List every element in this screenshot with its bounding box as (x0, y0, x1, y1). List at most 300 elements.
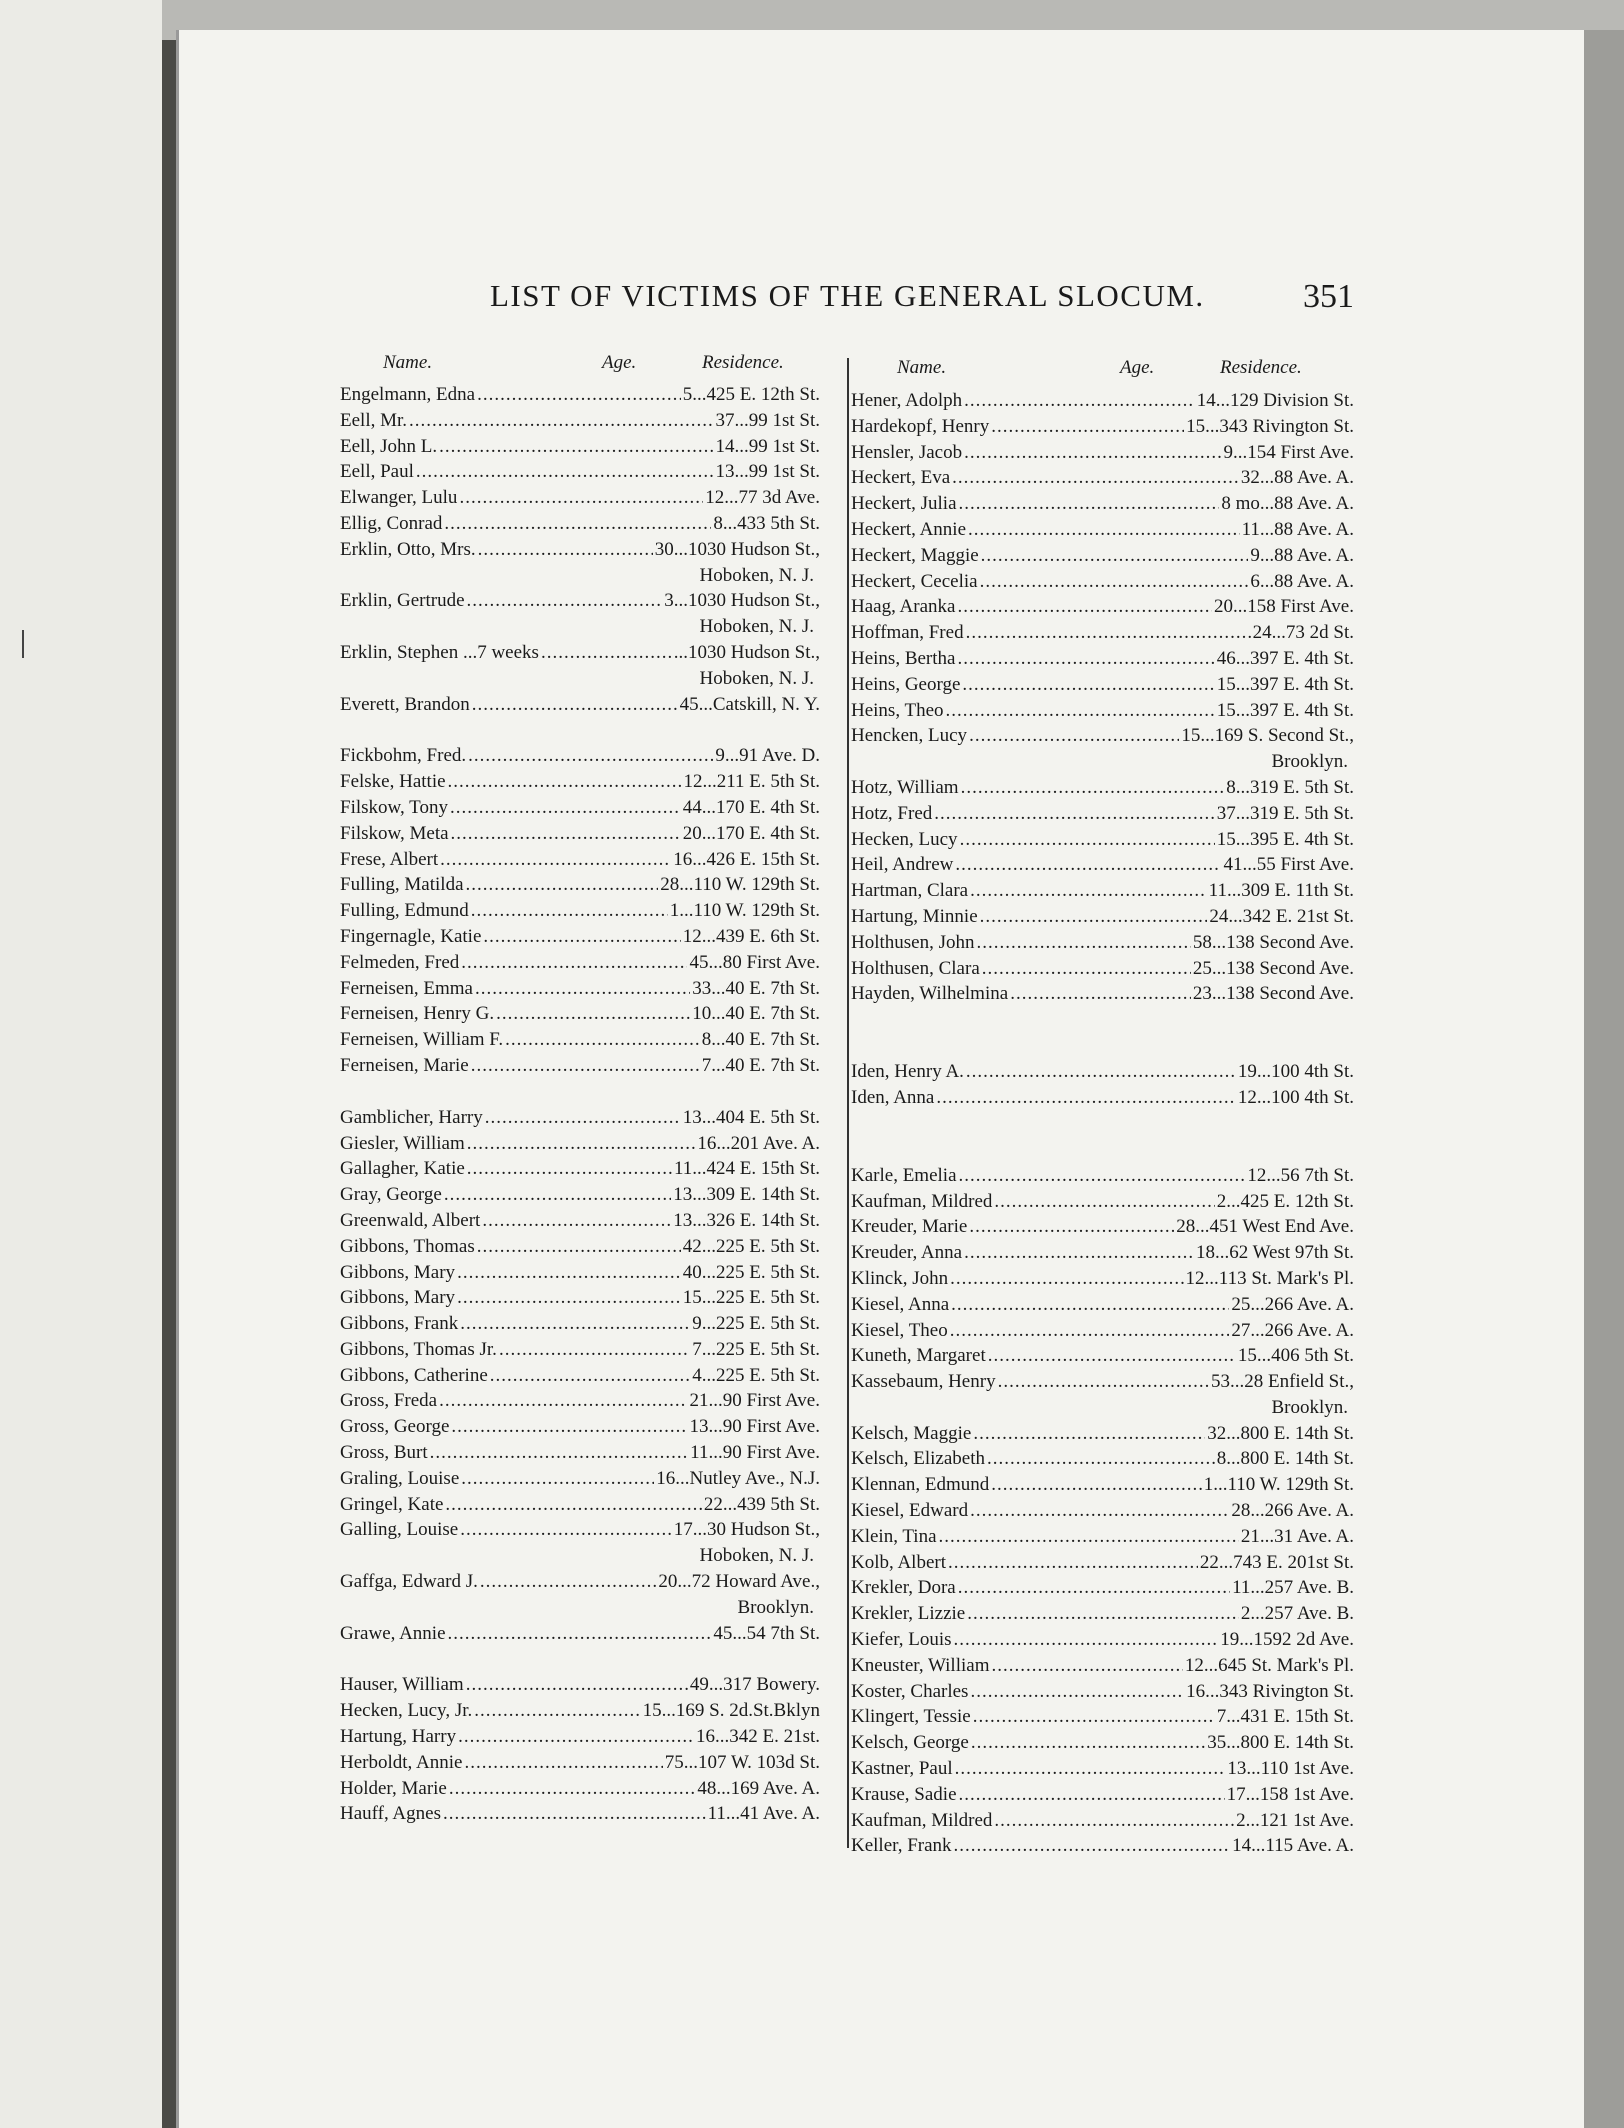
age-separator: ... (1256, 1345, 1272, 1367)
victim-name: Heil, Andrew (851, 854, 954, 876)
victim-residence: 40 E. 7th St. (725, 1003, 820, 1025)
leader-dots (969, 725, 1179, 747)
victim-name: Heckert, Annie (851, 518, 967, 540)
leader-dots (960, 829, 1215, 851)
age-separator: ... (711, 1054, 726, 1076)
victim-row (340, 1778, 820, 1804)
victim-residence: 55 First Ave. (1256, 854, 1354, 876)
victim-name: Holder, Marie (340, 1777, 447, 1799)
victim-age: 45 (679, 693, 699, 715)
victim-residence: 31 Ave. A. (1274, 1525, 1354, 1547)
residence-continuation-text: Brooklyn. (1271, 1396, 1348, 1418)
victim-row (851, 932, 1354, 958)
victim-row (340, 797, 820, 823)
age-separator: ... (701, 1313, 717, 1335)
victim-name: Greenwald, Albert (340, 1209, 481, 1231)
age-separator: ... (1226, 1190, 1241, 1212)
victim-age: 11 (673, 1158, 693, 1180)
victim-name: Hardekopf, Henry (851, 415, 990, 437)
age-separator: ... (722, 512, 738, 534)
victim-row (851, 545, 1354, 571)
leader-dots (970, 880, 1207, 902)
victim-age: 37 (715, 409, 735, 431)
age-separator: ... (692, 1519, 708, 1541)
leader-dots (959, 493, 1220, 515)
victim-residence: 439 E. 6th St. (716, 925, 820, 947)
victim-age: 10 (692, 1003, 712, 1025)
victim-residence: 154 First Ave. (1247, 441, 1354, 463)
victim-row (340, 849, 820, 875)
leader-dots (977, 932, 1191, 954)
victim-row (851, 571, 1354, 597)
victim-age: 13 (715, 461, 735, 483)
leader-dots (416, 461, 714, 483)
age-separator: ... (701, 822, 717, 844)
victim-age: 16 (697, 1132, 717, 1154)
victim-row (340, 487, 820, 513)
victim-row (340, 1003, 820, 1029)
victim-residence: 138 Second Ave. (1226, 983, 1354, 1005)
victim-age: 24 (1252, 622, 1272, 644)
victim-residence: 138 Second Ave. (1226, 957, 1354, 979)
victim-residence: 433 5th St. (737, 512, 820, 534)
age-separator: ... (1235, 802, 1251, 824)
leader-dots (952, 467, 1239, 489)
leader-dots (471, 1055, 700, 1077)
victim-age: 33 (692, 977, 712, 999)
victim-row (851, 777, 1354, 803)
victim-name: Fulling, Edmund (340, 900, 469, 922)
victim-residence: 113 St. Mark's Pl. (1218, 1267, 1354, 1289)
age-separator: ... (711, 1003, 726, 1025)
victim-residence: 88 Ave. A. (1274, 518, 1354, 540)
victim-residence: 30 Hudson St., (707, 1519, 820, 1541)
leader-dots (964, 1242, 1194, 1264)
victim-row (851, 1655, 1354, 1681)
victim-row (851, 1371, 1354, 1397)
victim-residence: 100 4th St. (1271, 1086, 1354, 1108)
age-separator: ... (1246, 1758, 1261, 1780)
victim-age: 30 (654, 538, 674, 560)
victim-residence: 309 E. 11th St. (1241, 880, 1354, 902)
victim-name: Hencken, Lucy (851, 725, 968, 747)
victim-residence: 73 2d St. (1285, 622, 1354, 644)
victim-residence: 266 Ave. A. (1264, 1500, 1354, 1522)
age-separator: ... (1250, 1319, 1265, 1341)
victim-age: 14 (1196, 390, 1216, 411)
victim-age: 11 (690, 1442, 709, 1464)
victim-residence: 319 E. 5th St. (1250, 776, 1354, 798)
victim-name: Frese, Albert (340, 848, 439, 870)
leader-dots (496, 1003, 690, 1025)
leader-dots (485, 1107, 681, 1129)
victim-name: Hecken, Lucy, Jr. (340, 1700, 473, 1722)
victim-residence: 1030 Hudson St., (688, 641, 820, 663)
residence-continuation (851, 751, 1354, 777)
victim-residence: 40 E. 7th St. (725, 1054, 820, 1076)
victim-name: Hotz, William (851, 776, 959, 798)
victim-age: 3 (664, 590, 674, 612)
age-separator: ... (711, 977, 726, 999)
victim-name: Eell, Mr. (340, 409, 408, 431)
victim-age: 45 (713, 1622, 733, 1644)
victim-row (340, 1339, 820, 1365)
victim-name: Hauff, Agnes (340, 1803, 441, 1825)
victim-name: Ferneisen, William F. (340, 1029, 504, 1051)
victim-residence: 54 7th St. (746, 1622, 820, 1644)
victim-residence: 800 E. 14th St. (1240, 1448, 1354, 1470)
leader-dots (451, 823, 681, 845)
victim-residence: 72 Howard Ave., (691, 1571, 820, 1593)
victim-name: Filskow, Meta (340, 822, 449, 844)
victim-age: 35 (1207, 1732, 1227, 1754)
victim-name: Kastner, Paul (851, 1758, 953, 1780)
victim-age: 45 (689, 951, 709, 973)
victim-age: 15 (1181, 725, 1201, 747)
victim-row (851, 1474, 1354, 1500)
age-separator: ... (1211, 983, 1227, 1005)
victim-age: 27 (1231, 1319, 1251, 1341)
victim-row (340, 1519, 820, 1545)
victim-name: Erklin, Otto, Mrs. (340, 538, 476, 560)
victim-residence: 225 E. 5th St. (716, 1287, 820, 1309)
victim-name: Hoffman, Fred (851, 622, 964, 644)
victim-age: 11 (707, 1803, 726, 1825)
victim-name: Hotz, Fred (851, 802, 933, 824)
leader-dots (988, 1345, 1236, 1367)
victim-row (340, 874, 820, 900)
victim-age: 25 (1231, 1293, 1251, 1315)
victim-residence: 170 E. 4th St. (716, 796, 820, 818)
victim-age: 7 (701, 1054, 712, 1076)
age-separator: ... (732, 1622, 747, 1644)
victim-residence: 225 E. 5th St. (716, 1235, 820, 1257)
victim-row (340, 926, 820, 952)
victim-age: 12 (1184, 1654, 1204, 1676)
leader-dots (982, 958, 1191, 980)
victim-row (851, 1268, 1354, 1294)
victim-row (851, 803, 1354, 829)
victim-age: 2 (1216, 1190, 1227, 1212)
leader-dots (440, 849, 671, 871)
left-name-heading: Name. (383, 352, 433, 373)
victim-age: 1 (1203, 1474, 1214, 1496)
leader-dots (478, 539, 653, 561)
leader-dots (457, 1262, 681, 1284)
victim-age: 8 (701, 1029, 712, 1051)
leader-dots (459, 487, 703, 509)
victim-row (340, 1210, 820, 1236)
victim-residence: 317 Bowery. (723, 1674, 820, 1696)
residence-continuation-text: Brooklyn. (1271, 751, 1348, 773)
victim-name: Giesler, William (340, 1132, 465, 1154)
victim-name: Haag, Aranka (851, 596, 956, 618)
victim-name: Kaufman, Mildred (851, 1809, 993, 1831)
victim-age: 32 (1240, 467, 1260, 489)
victim-name: Ferneisen, Marie (340, 1054, 469, 1076)
leader-dots (474, 1700, 640, 1722)
victim-name: Kuneth, Margaret (851, 1345, 986, 1367)
victim-row (851, 1732, 1354, 1758)
victim-residence: 115 Ave. A. (1265, 1835, 1354, 1857)
age-separator: ... (1235, 828, 1251, 850)
victim-residence: 800 E. 14th St. (1240, 1732, 1354, 1754)
victim-row (851, 1216, 1354, 1242)
victim-row (851, 442, 1354, 468)
leader-dots (973, 1423, 1205, 1445)
victim-name: Kiesel, Theo (851, 1319, 948, 1341)
leader-dots (981, 545, 1249, 567)
victim-age: 15 (1216, 828, 1236, 850)
leader-dots (483, 926, 680, 948)
leader-dots (445, 1494, 701, 1516)
victim-residence: 91 Ave. D. (739, 745, 820, 767)
victim-row (340, 1468, 820, 1494)
victim-age: 16 (656, 1467, 676, 1489)
age-separator: ... (1205, 1680, 1220, 1702)
victim-row (851, 880, 1354, 906)
victim-residence: 319 E. 5th St. (1250, 802, 1354, 824)
victim-name: Kolb, Albert (851, 1551, 946, 1573)
victim-residence: 40 E. 7th St. (725, 1029, 820, 1051)
leader-dots (970, 1681, 1184, 1703)
victim-name: Heins, Theo (851, 699, 944, 721)
victim-age: 4 (692, 1364, 702, 1386)
victim-name: Krekler, Lizzie (851, 1603, 966, 1625)
victim-name: Ferneisen, Henry G. (340, 1003, 495, 1025)
left-residence-heading: Residence. (702, 352, 784, 373)
victim-residence: 129 Division St. (1229, 390, 1354, 411)
victim-name: Gallagher, Katie (340, 1158, 465, 1180)
victim-age: 15 (1237, 1345, 1257, 1367)
victim-residence: 266 Ave. A. (1264, 1319, 1354, 1341)
victim-age: 8 mo (1221, 493, 1260, 515)
victim-name: Gibbons, Mary (340, 1287, 456, 1309)
age-separator: ... (708, 1416, 723, 1438)
leader-dots (957, 648, 1214, 670)
victim-residence: 343 Rivington St. (1219, 1680, 1354, 1702)
victim-age: 14 (1232, 1835, 1252, 1857)
victim-row (851, 854, 1354, 880)
victim-name: Hartung, Harry (340, 1726, 457, 1748)
victim-residence: 743 E. 201st St. (1233, 1551, 1354, 1573)
leader-dots (966, 1061, 1236, 1083)
age-separator: ... (1200, 725, 1215, 747)
age-separator: ... (1250, 1577, 1265, 1599)
victim-residence: 170 E. 4th St. (716, 822, 820, 844)
age-separator: ... (701, 796, 717, 818)
age-separator: ... (1228, 905, 1243, 927)
victim-age: 58 (1192, 931, 1212, 953)
right-residence-heading: Residence. (1220, 357, 1302, 378)
victim-age: 7 (1216, 1706, 1227, 1728)
victim-name: Heckert, Julia (851, 493, 957, 515)
age-separator: ... (701, 1261, 717, 1283)
leader-dots (964, 390, 1195, 412)
leader-dots (444, 1184, 671, 1206)
victim-row (340, 1674, 820, 1700)
victim-age: 46 (1216, 647, 1236, 669)
victim-residence: 1030 Hudson St., (688, 538, 820, 560)
victim-name: Kaufman, Mildred (851, 1190, 993, 1212)
victim-name: Kiefer, Louis (851, 1629, 952, 1651)
victim-age: 28 (1176, 1216, 1196, 1238)
victim-row (851, 1681, 1354, 1707)
age-separator: ... (724, 487, 739, 509)
victim-row (340, 1416, 820, 1442)
victim-residence: 1592 2d Ave. (1253, 1629, 1354, 1651)
victim-name: Ellig, Conrad (340, 512, 443, 534)
victim-row (340, 1726, 820, 1752)
leader-dots (955, 1758, 1226, 1780)
age-separator: ... (1213, 1474, 1228, 1496)
victim-row (851, 1320, 1354, 1346)
age-separator: ... (1235, 776, 1251, 798)
victim-age: 53 (1210, 1371, 1230, 1393)
victim-name: Gibbons, Frank (340, 1313, 459, 1335)
victim-age: 13 (1227, 1758, 1247, 1780)
victim-residence: 225 E. 5th St. (716, 1364, 820, 1386)
age-separator: ... (692, 848, 707, 870)
age-separator: ... (734, 435, 749, 457)
leader-dots (946, 700, 1215, 722)
victim-age: 12 (705, 487, 725, 509)
victim-age: 8 (1226, 776, 1236, 798)
age-separator: ... (708, 1442, 723, 1464)
victim-name: Gringel, Kate (340, 1493, 444, 1515)
age-separator: ... (1235, 647, 1251, 669)
victim-residence: 1030 Hudson St., (688, 590, 820, 612)
victim-row (851, 958, 1354, 984)
victim-age: 28 (660, 874, 680, 896)
left-page-margin (0, 0, 162, 2128)
victim-row (851, 1577, 1354, 1603)
victim-row (340, 745, 820, 771)
residence-continuation-text: Brooklyn. (737, 1596, 814, 1618)
victim-residence: 342 E. 21st St. (1242, 905, 1354, 927)
victim-name: Grawe, Annie (340, 1622, 446, 1644)
victim-age: 15 (682, 1287, 702, 1309)
age-separator: ... (1250, 1603, 1265, 1625)
leader-dots (457, 1287, 681, 1309)
victim-row (340, 1158, 820, 1184)
age-separator: ... (692, 384, 707, 405)
victim-row (340, 1571, 820, 1597)
victim-row (851, 1629, 1354, 1655)
victim-name: Gray, George (340, 1184, 442, 1206)
victim-row (340, 436, 820, 462)
victim-name: Holthusen, Clara (851, 957, 980, 979)
age-separator: ... (1226, 880, 1242, 902)
leader-dots (950, 1268, 1183, 1290)
leader-dots (970, 1500, 1229, 1522)
victim-row (340, 694, 820, 720)
victim-residence: 90 First Ave. (722, 1390, 820, 1412)
victim-residence: 404 E. 5th St. (716, 1106, 820, 1128)
victim-residence: 451 West End Ave. (1209, 1216, 1354, 1238)
right-age-heading: Age. (1120, 357, 1155, 378)
victim-residence: 80 First Ave. (722, 951, 820, 973)
victim-row (851, 1500, 1354, 1526)
victim-row (340, 461, 820, 487)
leader-dots (967, 1603, 1239, 1625)
leader-dots (971, 1732, 1205, 1754)
age-separator: ... (1259, 518, 1275, 540)
leader-dots (464, 1752, 662, 1774)
victim-residence: 225 E. 5th St. (716, 1261, 820, 1283)
victim-age: 37 (1216, 802, 1236, 824)
age-separator: ... (675, 1467, 690, 1489)
age-separator: ... (1226, 1422, 1241, 1444)
age-separator: ... (1226, 1706, 1241, 1728)
leader-dots (973, 1706, 1215, 1728)
victim-row (340, 1494, 820, 1520)
age-separator: ... (722, 1493, 738, 1515)
leader-dots (467, 1158, 672, 1180)
victim-name: Gross, Freda (340, 1390, 438, 1412)
victim-row (340, 952, 820, 978)
victim-residence: 211 E. 5th St. (716, 771, 820, 793)
victim-residence: 225 E. 5th St. (716, 1338, 820, 1360)
victim-name: Felske, Hattie (340, 771, 446, 793)
victim-row (851, 622, 1354, 648)
victim-row (851, 493, 1354, 519)
leader-dots (443, 1803, 706, 1825)
age-separator: ... (692, 1158, 707, 1180)
victim-name: Eell, John L. (340, 435, 438, 457)
victim-residence: 169 S. 2d.St.Bklyn (675, 1700, 820, 1722)
leader-dots (460, 1313, 690, 1335)
victim-age: 6 (1250, 570, 1260, 592)
leader-dots (991, 416, 1184, 438)
victim-name: Ferneisen, Emma (340, 977, 473, 999)
age-separator: ... (701, 925, 717, 947)
victim-row (851, 648, 1354, 674)
leader-dots (490, 1365, 691, 1387)
victim-row (851, 416, 1354, 442)
victim-name: Engelmann, Edna (340, 384, 476, 405)
victim-residence: 88 Ave. A. (1274, 467, 1354, 489)
victim-name: Erklin, Gertrude (340, 590, 465, 612)
leader-dots (499, 1339, 690, 1361)
victim-residence: 99 1st St. (748, 461, 820, 483)
victim-residence: 121 1st Ave. (1259, 1809, 1354, 1831)
victim-age: 75 (664, 1751, 684, 1773)
victim-row (340, 590, 820, 616)
victim-name: Krekler, Dora (851, 1577, 956, 1599)
age-separator: ... (701, 1364, 717, 1386)
victim-age: 22 (1199, 1551, 1219, 1573)
leader-dots (472, 694, 678, 716)
victim-residence: 88 Ave. A. (1274, 570, 1354, 592)
age-separator: ... (1256, 1086, 1272, 1108)
victim-age: 25 (1192, 957, 1212, 979)
leader-dots (991, 1655, 1182, 1677)
residence-continuation-text: Hoboken, N. J. (699, 667, 814, 689)
victim-age: 8 (1216, 1448, 1227, 1470)
victim-age: 41 (1223, 854, 1243, 876)
victim-row (851, 674, 1354, 700)
right-victim-list (851, 390, 1354, 1861)
victim-residence: 266 Ave. A. (1264, 1293, 1354, 1315)
age-separator: ... (1251, 1835, 1266, 1857)
leader-dots (957, 596, 1211, 618)
victim-name: Iden, Anna (851, 1086, 935, 1108)
leader-dots (1010, 983, 1191, 1005)
leader-dots (461, 1468, 654, 1490)
victim-residence: 40 E. 7th St. (725, 977, 820, 999)
victim-name: Holthusen, John (851, 931, 975, 953)
